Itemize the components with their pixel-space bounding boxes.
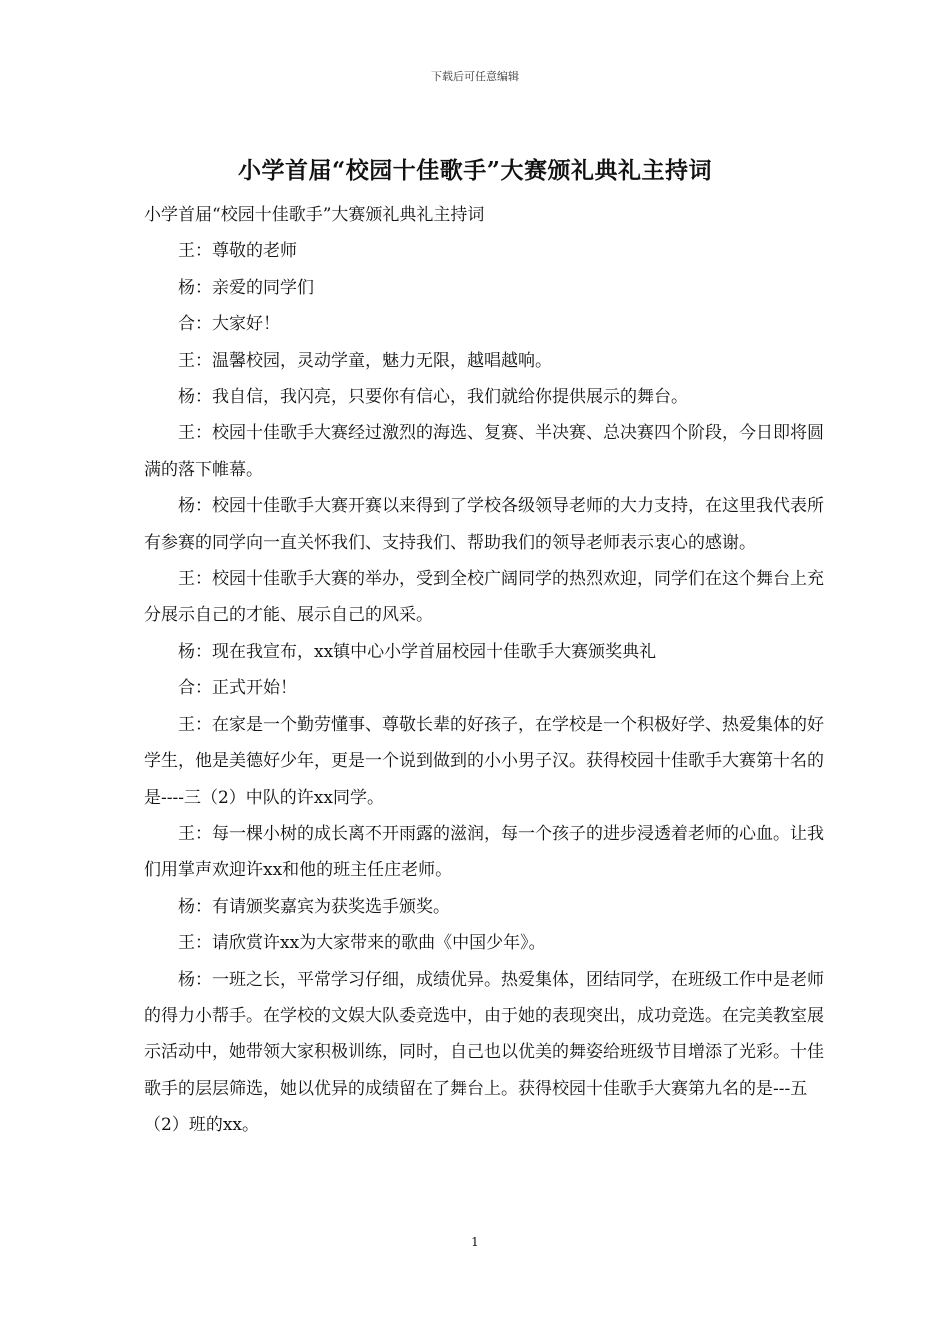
paragraph: 合：大家好！: [178, 314, 280, 335]
paragraph-subtitle: 小学首届“校园十佳歌手”大赛颁礼典礼主持词: [144, 205, 485, 225]
paragraph: 王：尊敬的老师: [178, 241, 297, 262]
paragraph: 王：校园十佳歌手大赛经过激烈的海选、复赛、半决赛、总决赛四个阶段，今日即将圆满的落下帷幕。: [144, 423, 824, 480]
paragraph: 合：正式开始！: [178, 678, 297, 699]
document-body: [144, 197, 824, 1144]
document-title: 小学首届“校园十佳歌手”大赛颁礼典礼主持词: [238, 157, 712, 184]
paragraph: 杨：校园十佳歌手大赛开赛以来得到了学校各级领导老师的大力支持，在这里我代表所有参赛的同学向一直关怀我们、支持我们、帮助我们的领导老师表示衷心的感谢。: [144, 496, 824, 553]
paragraph: 杨：现在我宣布，xx镇中心小学首届校园十佳歌手大赛颁奖典礼: [178, 641, 657, 662]
header-note: 下载后可任意编辑: [431, 70, 519, 83]
paragraph: 杨：一班之长，平常学习仔细，成绩优异。热爱集体，团结同学，在班级工作中是老师的得力小帮手。在学校的文娱大队委竞选中，由于她的表现突出，成功竞选。在完美教室展示活动中，她带领大家积极训练，同时，自己也以优美的舞姿给班级节目增添了光彩。十佳歌手的层层筛选，她以优异的成绩留在了舞台上。获得校园十佳歌手大赛第九名的是---五（2）班的xx。: [144, 969, 824, 1136]
paragraph: 王：在家是一个勤劳懂事、尊敬长辈的好孩子，在学校是一个积极好学、热爱集体的好学生，他是美德好少年，更是一个说到做到的小小男子汉。获得校园十佳歌手大赛第十名的是----三（2）中队的许xx同学。: [144, 714, 824, 808]
paragraph: 王：温馨校园，灵动学童，魅力无限，越唱越响。: [178, 350, 552, 371]
paragraph: 杨：我自信，我闪亮，只要你有信心，我们就给你提供展示的舞台。: [178, 387, 688, 408]
paragraph: 王：请欣赏许xx为大家带来的歌曲《中国少年》。: [178, 933, 546, 954]
paragraph: 杨：亲爱的同学们: [178, 277, 314, 298]
page-number: 1: [471, 1235, 479, 1249]
paragraph: 王：校园十佳歌手大赛的举办，受到全校广阔同学的热烈欢迎，同学们在这个舞台上充分展示自己的才能、展示自己的风采。: [144, 569, 824, 626]
paragraph: 王：每一棵小树的成长离不开雨露的滋润，每一个孩子的进步浸透着老师的心血。让我们用掌声欢迎许xx和他的班主任庄老师。: [144, 823, 824, 881]
paragraph: 杨：有请颁奖嘉宾为获奖选手颁奖。: [178, 896, 450, 917]
